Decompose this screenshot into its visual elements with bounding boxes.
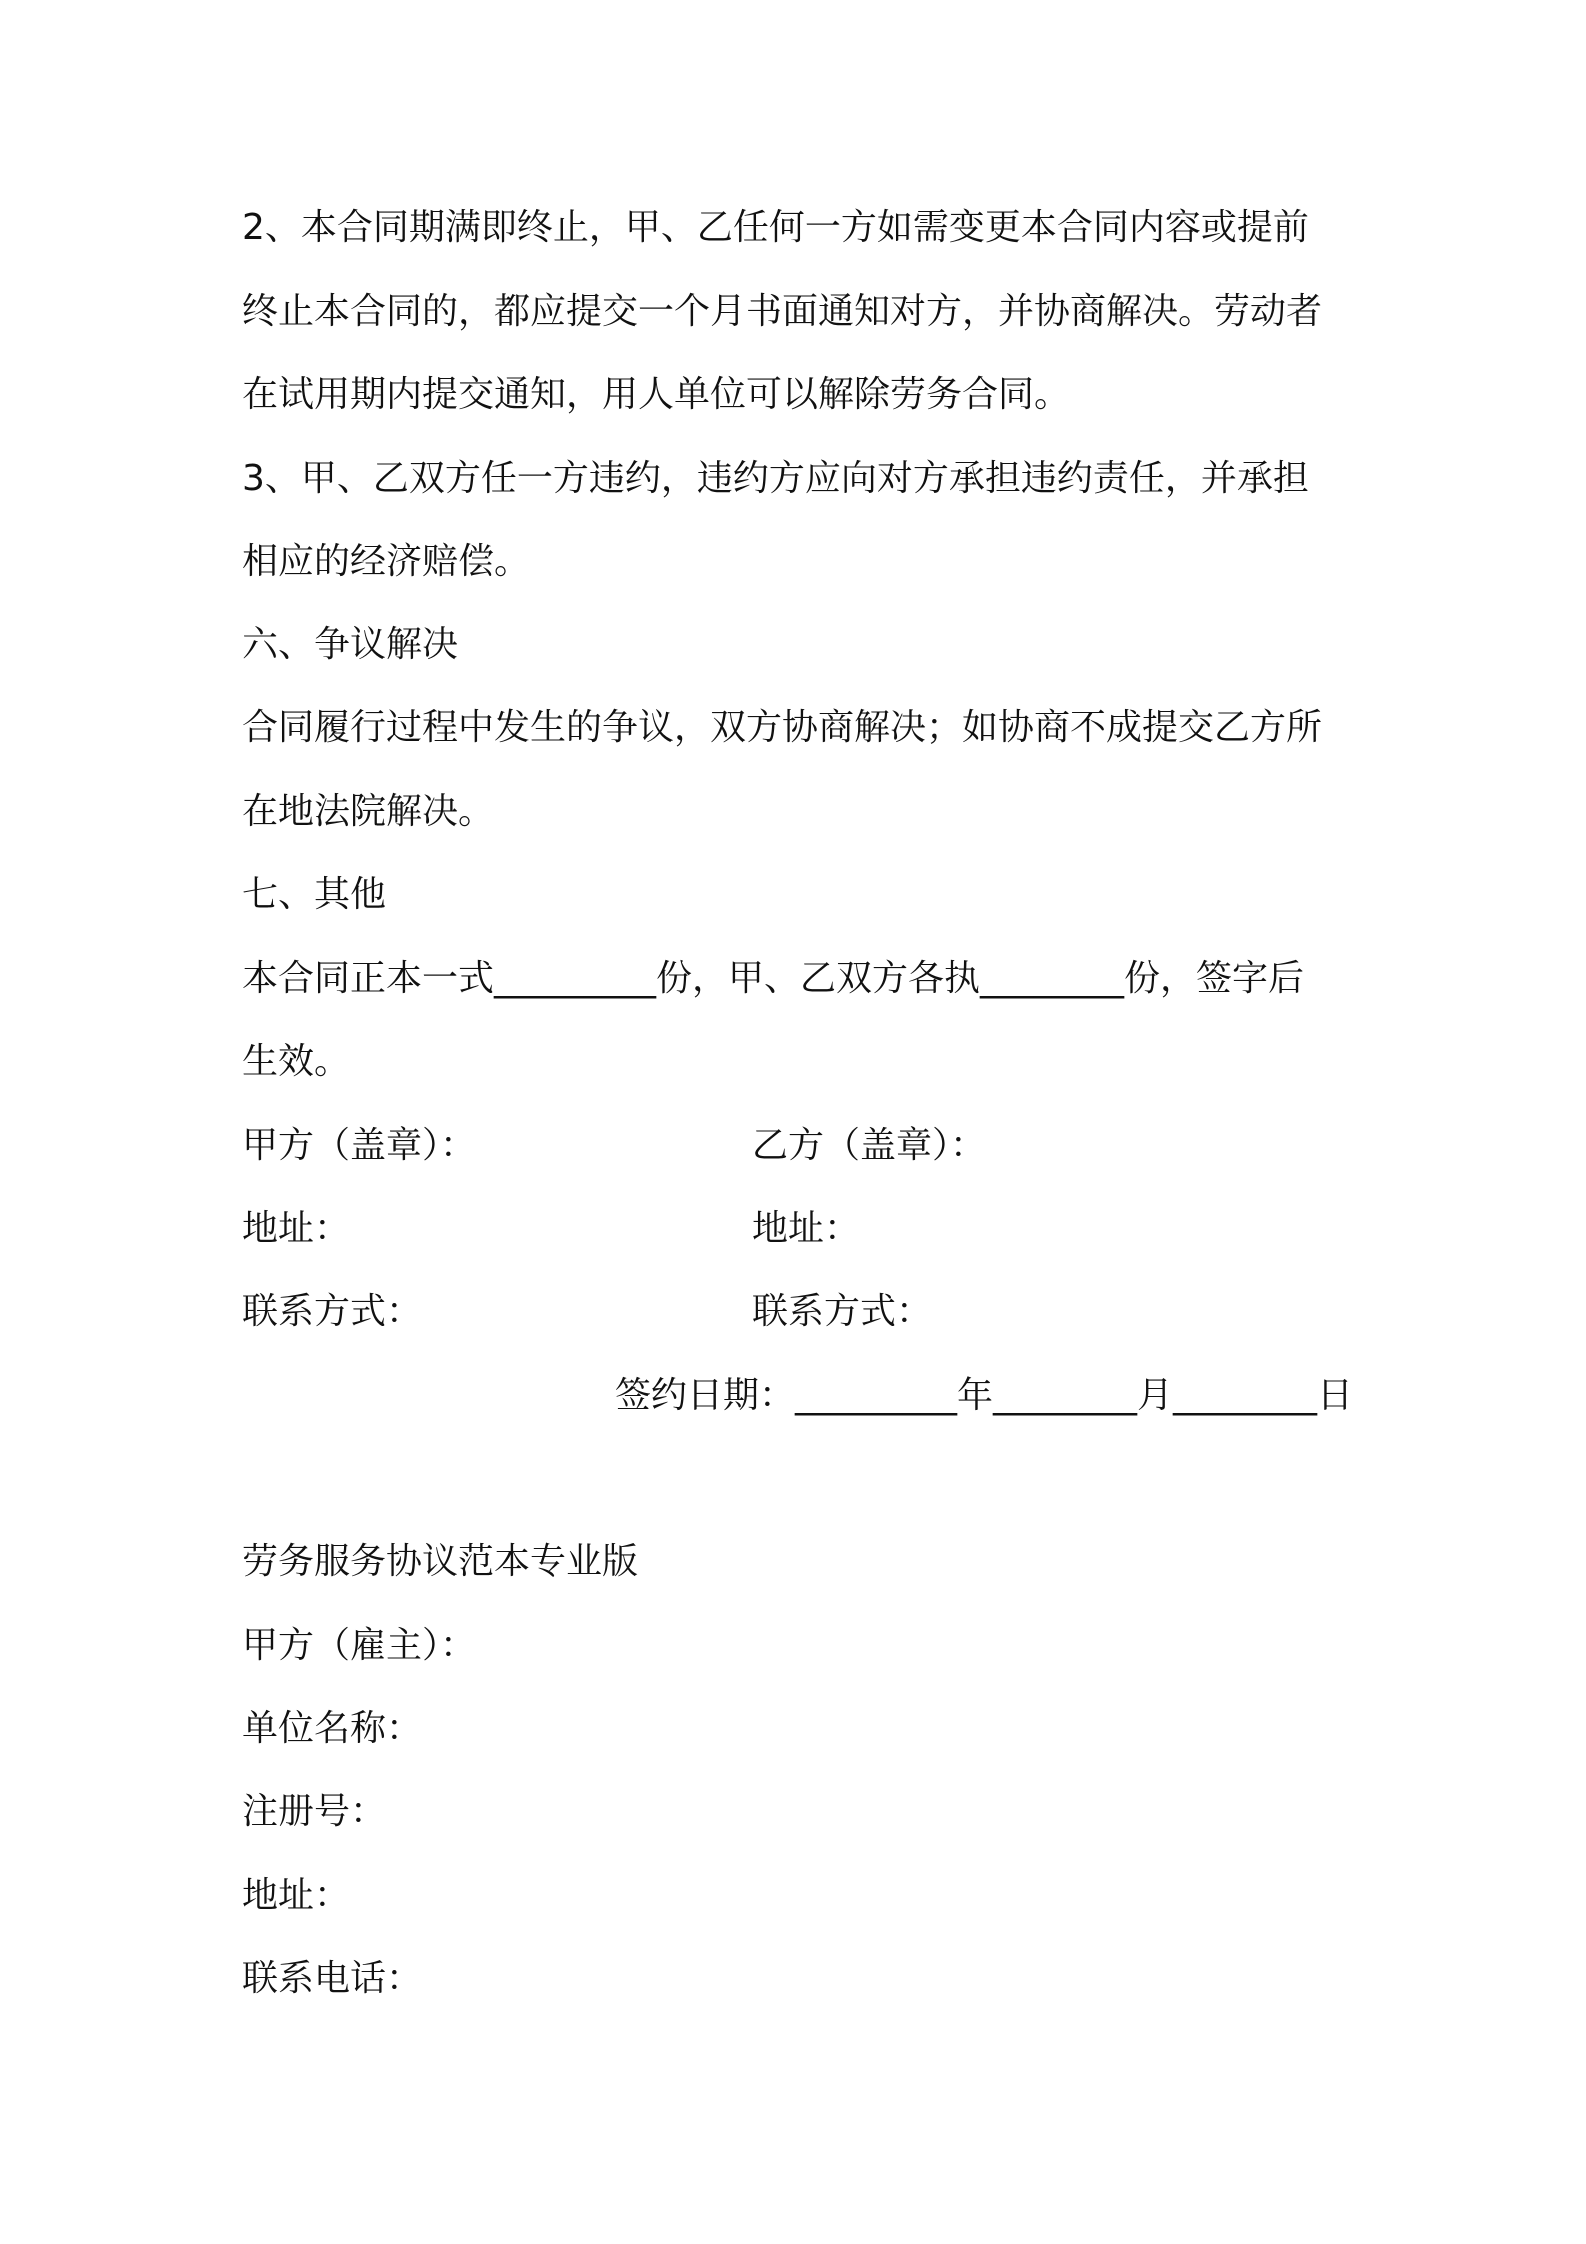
registration-number-label: 注册号： bbox=[242, 1791, 387, 1832]
section-heading-dispute: 六、争议解决 bbox=[242, 624, 459, 665]
unit-name-label: 单位名称： bbox=[242, 1708, 423, 1749]
clause-3-line-1: 3、甲、乙双方任一方违约，违约方应向对方承担违约责任，并承担 bbox=[242, 458, 1309, 499]
clause-2-line-1: 2、本合同期满即终止，甲、乙任何一方如需变更本合同内容或提前 bbox=[242, 207, 1309, 248]
party-a-address-label: 地址： bbox=[242, 1208, 351, 1249]
party-a-contact-label: 联系方式： bbox=[242, 1291, 423, 1332]
phone-label: 联系电话： bbox=[242, 1958, 423, 1999]
clause-2-line-2: 终止本合同的，都应提交一个月书面通知对方，并协商解决。劳动者 bbox=[242, 291, 1323, 332]
next-document-title: 劳务服务协议范本专业版 bbox=[242, 1541, 639, 1582]
dispute-line-1: 合同履行过程中发生的争议，双方协商解决；如协商不成提交乙方所 bbox=[242, 707, 1323, 748]
other-line-2: 生效。 bbox=[242, 1041, 351, 1082]
party-a-seal-label: 甲方（盖章）： bbox=[242, 1125, 477, 1166]
signing-date-line: 签约日期：_________年________月________日 bbox=[614, 1375, 1353, 1416]
clause-3-line-2: 相应的经济赔偿。 bbox=[242, 541, 531, 582]
party-b-seal-label: 乙方（盖章）： bbox=[752, 1125, 987, 1166]
party-b-address-label: 地址： bbox=[752, 1208, 861, 1249]
dispute-line-2: 在地法院解决。 bbox=[242, 791, 495, 832]
party-b-contact-label: 联系方式： bbox=[752, 1291, 933, 1332]
address-label: 地址： bbox=[242, 1875, 351, 1916]
clause-2-line-3: 在试用期内提交通知，用人单位可以解除劳务合同。 bbox=[242, 374, 1071, 415]
employer-label: 甲方（雇主）： bbox=[242, 1625, 477, 1666]
section-heading-other: 七、其他 bbox=[242, 874, 387, 915]
other-line-1: 本合同正本一式_________份，甲、乙双方各执________份，签字后 bbox=[242, 958, 1305, 999]
